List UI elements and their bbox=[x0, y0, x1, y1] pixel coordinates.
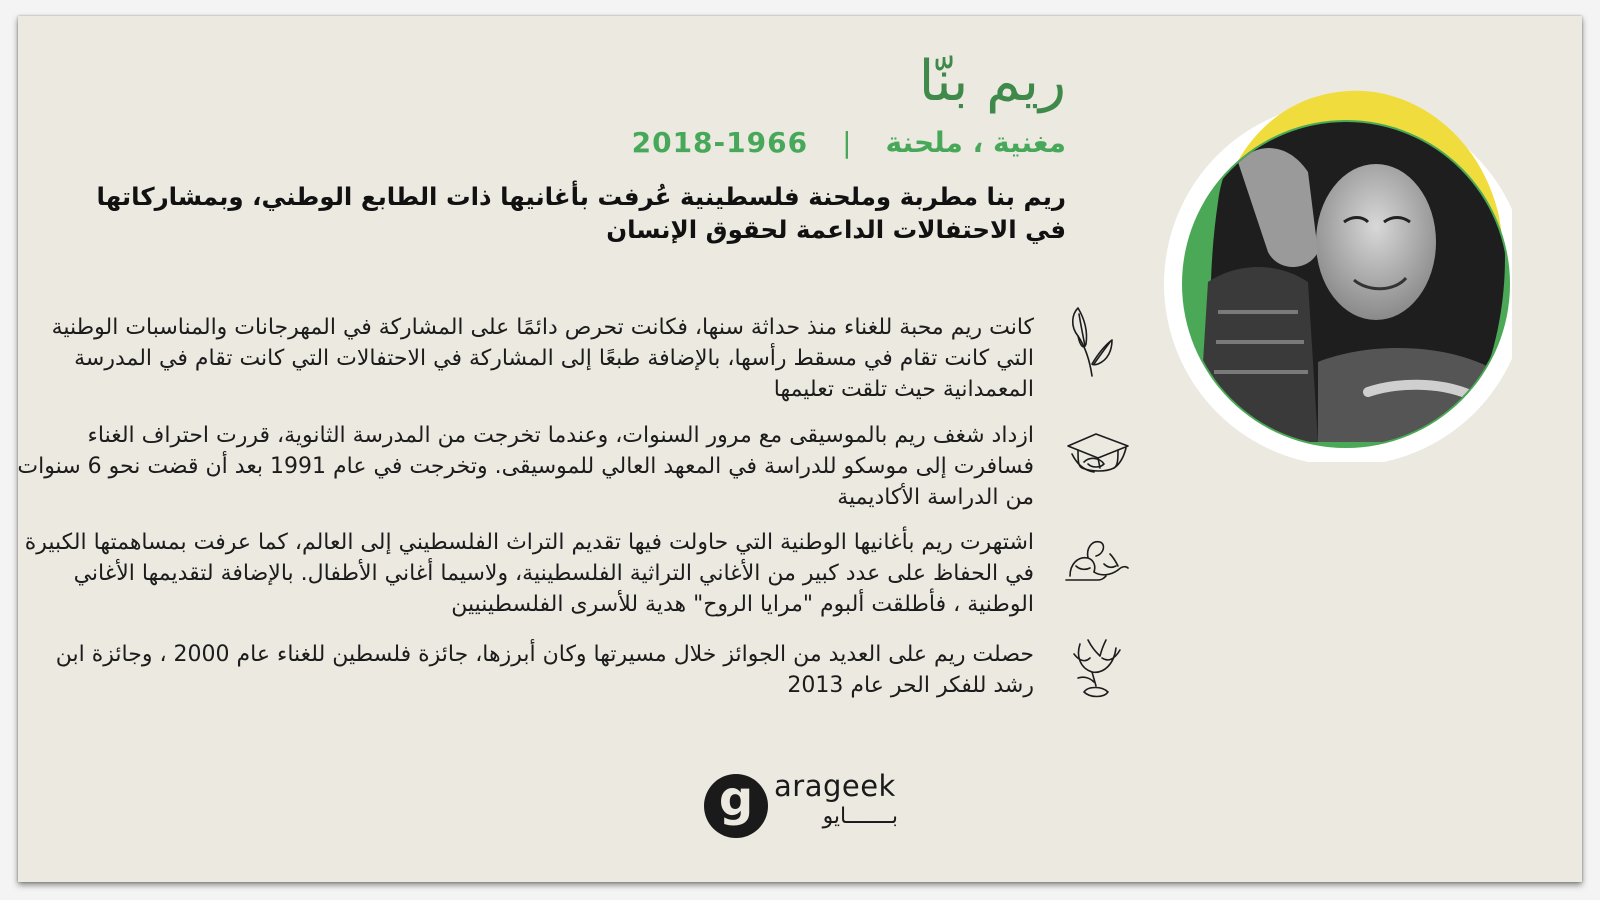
separator: | bbox=[842, 126, 852, 159]
paragraph-career: اشتهرت ريم بأغانيها الوطنية التي حاولت فيها تقديم التراث الفلسطيني إلى العالم، كما عرفت بمساهمتها الكبيرة في الحفاظ على عدد كبير من الأغاني التراثية الفلسطينية، ولاسيما أغاني الأطفال. بالإضافة لتقديمها الأغاني الوطنية ، فأطلقت ألبوم "مرايا الروح" هدية للأسرى الفلسطينيين bbox=[24, 530, 1034, 617]
portrait-illustration bbox=[1148, 62, 1512, 462]
logo-letter: g bbox=[718, 771, 754, 827]
artist-name: ريم بنّا bbox=[918, 49, 1066, 114]
paragraph-education: ازداد شغف ريم بالموسيقى مع مرور السنوات، وعندما تخرجت من المدرسة الثانوية، قررت احتراف الغناء فسافرت إلى موسكو للدراسة في المعهد العالي للموسيقى. وتخرجت في عام 1991 بعد أن قضت نحو 6 سنوات من الدراسة الأكاديمية bbox=[17, 423, 1034, 510]
paragraph-awards: حصلت ريم على العديد من الجوائز خلال مسيرتها وكان أبرزها، جائزة فلسطين للغناء عام 2000 ، وجائزة ابن رشد للفكر الحر عام 2013 bbox=[55, 642, 1034, 698]
arageek-logo[interactable] bbox=[704, 768, 924, 848]
artist-roles: مغنية ، ملحنة bbox=[885, 126, 1066, 159]
trophy-icon bbox=[1070, 636, 1124, 702]
logo-wordmark: arageek bbox=[774, 769, 896, 803]
life-years: 2018-1966 bbox=[631, 126, 809, 159]
role-and-years bbox=[632, 126, 1066, 160]
leaf-icon bbox=[1068, 306, 1118, 378]
logo-subtitle: بـــــــايو bbox=[822, 804, 898, 829]
bio-summary: ريم بنا مطربة وملحنة فلسطينية عُرفت بأغانيها ذات الطابع الوطني، وبمشاركاتها في الاحتفالات الداعمة لحقوق الإنسان bbox=[96, 182, 1066, 244]
paragraph-early-life: كانت ريم محبة للغناء منذ حداثة سنها، فكانت تحرص دائمًا على المشاركة في المهرجانات والمناسبات الوطنية التي كانت تقام في مسقط رأسها، بالإضافة طبعًا إلى المشاركة في الاحتفالات التي كانت تقام في المدرسة المعمدانية حيث تلقت تعليمها bbox=[51, 315, 1034, 402]
portrait-photo bbox=[1148, 62, 1512, 462]
graduation-cap-icon bbox=[1064, 428, 1132, 474]
bird-icon bbox=[1064, 536, 1130, 584]
bio-card bbox=[18, 16, 1582, 882]
